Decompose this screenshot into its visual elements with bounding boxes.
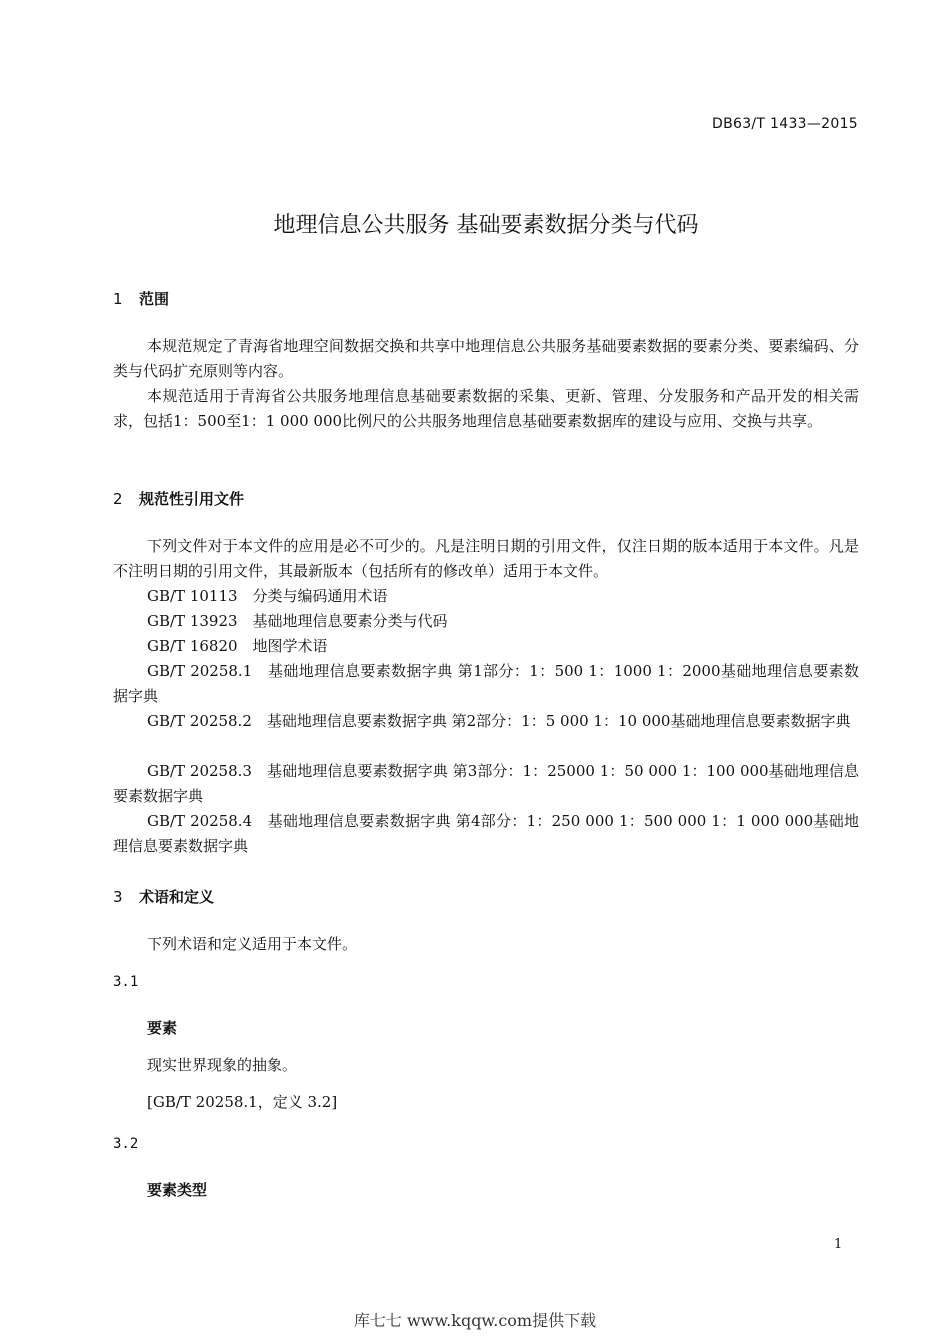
section-1-paragraph-1: 本规范规定了青海省地理空间数据交换和共享中地理信息公共服务基础要素数据的要素分类、要素编码、分类与代码扩充原则等内容。 xyxy=(113,337,859,380)
section-3-intro: 下列术语和定义适用于本文件。 xyxy=(147,935,358,953)
section-3-heading xyxy=(113,886,214,907)
term-definition: 现实世界现象的抽象。 xyxy=(147,1056,298,1074)
reference-item: GB/T 13923 基础地理信息要素分类与代码 xyxy=(147,612,448,630)
document-code: DB63/T 1433—2015 xyxy=(712,116,858,132)
term-name: 要素 xyxy=(147,1019,178,1037)
subsection-number: 3.2 xyxy=(113,1136,139,1152)
document-title: 地理信息公共服务 基础要素数据分类与代码 xyxy=(273,213,699,238)
section-2-heading xyxy=(113,488,244,509)
reference-item: GB/T 10113 分类与编码通用术语 xyxy=(147,587,388,605)
subsection-number: 3.1 xyxy=(113,974,139,990)
section-title: 范围 xyxy=(139,290,170,308)
watermark-text: 库七七 www.kqqw.com提供下载 xyxy=(353,1311,597,1330)
section-number: 3 xyxy=(113,888,123,906)
section-2-intro: 下列文件对于本文件的应用是必不可少的。凡是注明日期的引用文件，仅注日期的版本适用于本文件。凡是不注明日期的引用文件，其最新版本（包括所有的修改单）适用于本文件。 xyxy=(113,537,859,580)
reference-item: GB/T 20258.1 基础地理信息要素数据字典 第1部分：1：500 1：1000 1：2000基础地理信息要素数据字典 xyxy=(113,662,859,705)
section-number: 2 xyxy=(113,490,123,508)
reference-item: GB/T 20258.4 基础地理信息要素数据字典 第4部分：1：250 000 1：500 000 1：1 000 000基础地理信息要素数据字典 xyxy=(113,812,859,855)
section-number: 1 xyxy=(113,290,123,308)
term-source: [GB/T 20258.1，定义 3.2] xyxy=(147,1093,338,1111)
section-1-heading xyxy=(113,288,169,309)
reference-item: GB/T 16820 地图学术语 xyxy=(147,637,328,655)
reference-item: GB/T 20258.3 基础地理信息要素数据字典 第3部分：1：25000 1：50 000 1：100 000基础地理信息要素数据字典 xyxy=(113,762,859,805)
reference-item: GB/T 20258.2 基础地理信息要素数据字典 第2部分：1：5 000 1：10 000基础地理信息要素数据字典 xyxy=(147,712,851,730)
section-title: 规范性引用文件 xyxy=(139,490,245,508)
page-number: 1 xyxy=(834,1237,843,1252)
term-name: 要素类型 xyxy=(147,1181,208,1199)
section-1-paragraph-2: 本规范适用于青海省公共服务地理信息基础要素数据的采集、更新、管理、分发服务和产品开发的相关需求，包括1：500至1：1 000 000比例尺的公共服务地理信息基础要素数据库的建设与应用、交换与共享。 xyxy=(113,387,859,430)
section-title: 术语和定义 xyxy=(139,888,215,906)
